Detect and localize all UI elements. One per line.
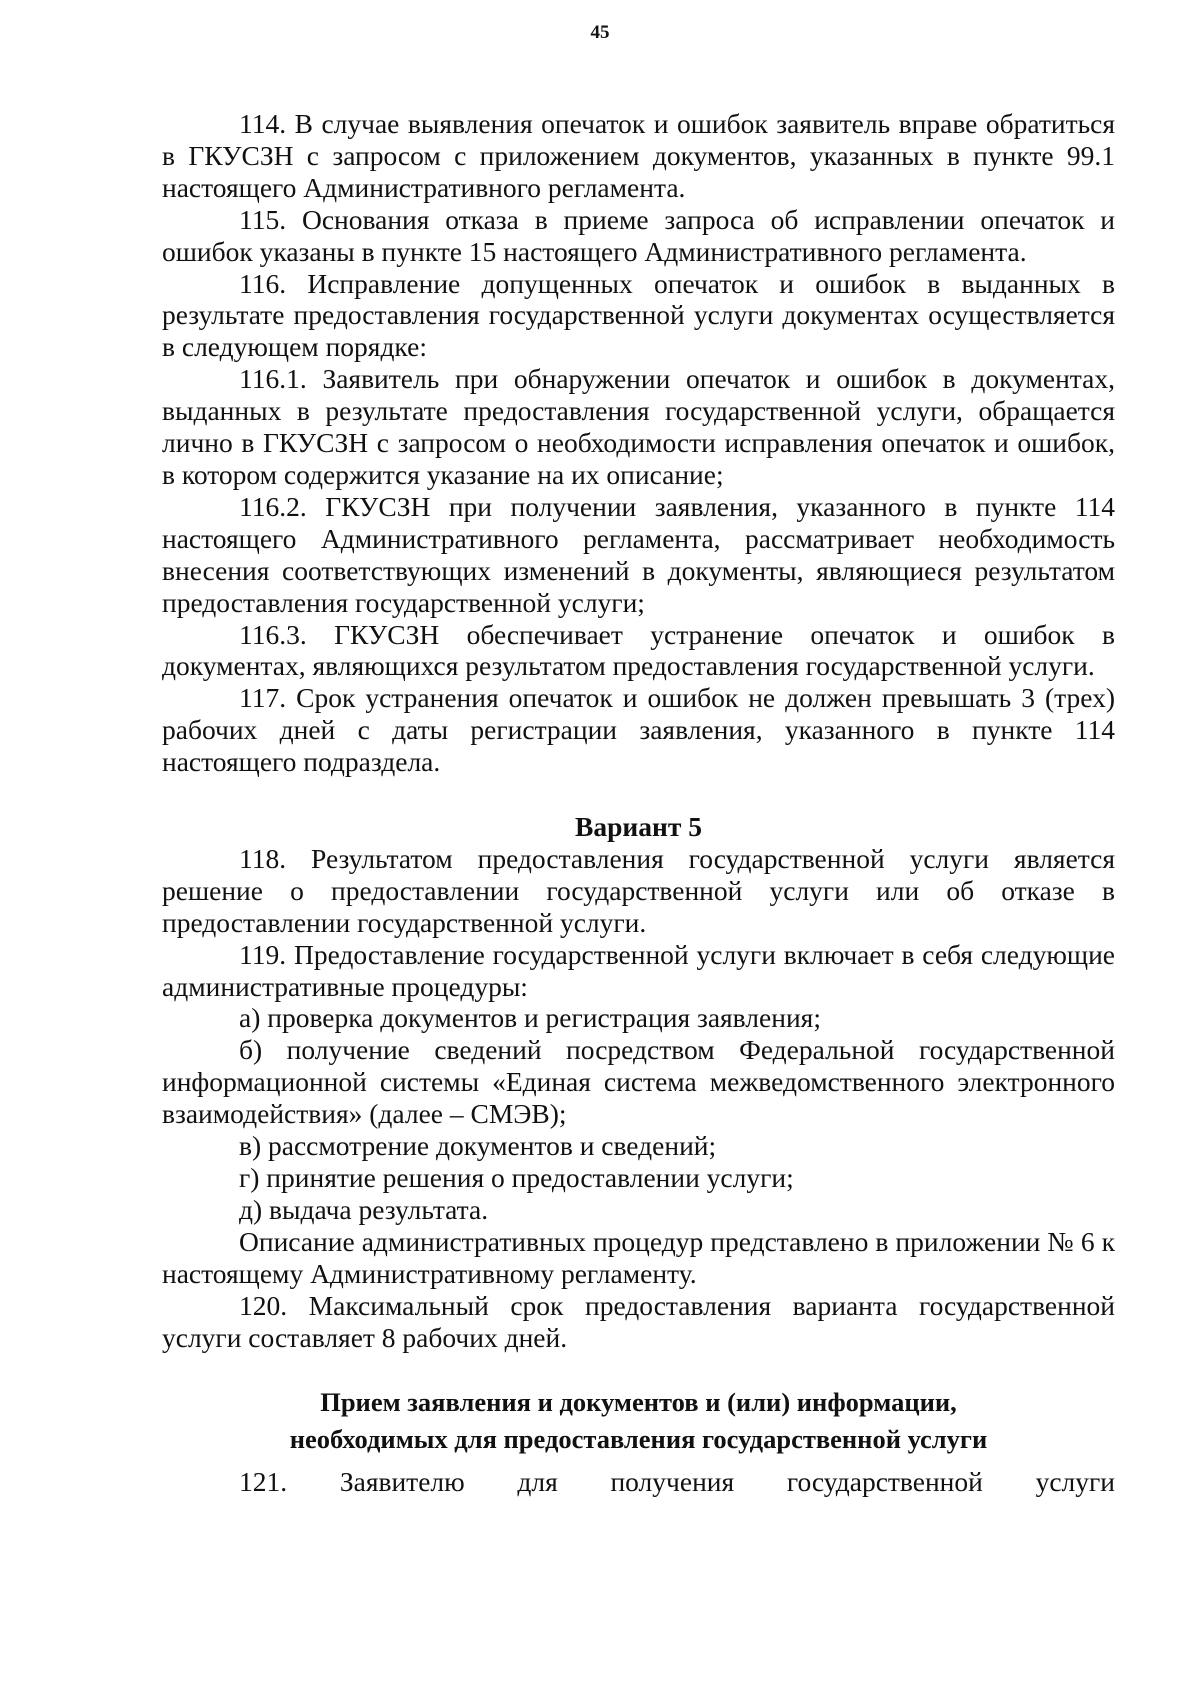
list-item-d: д) выдача результата. [239, 1193, 489, 1225]
list-item-v: в) рассмотрение документов и сведений; [239, 1130, 717, 1162]
paragraph-116: 116. Исправление допущенных опечаток и ошибок в выданных в результате предоставления государственной услуги документах осуществляется в следующем порядке: [162, 267, 1115, 363]
paragraph-119: 119. Предоставление государственной услуги включает в себя следующие административные процедуры: [162, 938, 1115, 1002]
document-body [162, 108, 1115, 1498]
list-item-g: г) принятие решения о предоставлении услуги; [239, 1162, 794, 1193]
paragraph-115: 115. Основания отказа в приеме запроса об исправлении опечаток и ошибок указаны в пункте 15 настоящего Административного регламента. [162, 203, 1115, 267]
list-item-a: а) проверка документов и регистрация заявления; [239, 1002, 821, 1034]
paragraph-121: 121. Заявителю для получения государственной услуги [239, 1466, 1115, 1498]
section-heading-line-2: необходимых для предоставления государственной услуги [289, 1424, 988, 1455]
paragraph-118: 118. Результатом предоставления государственной услуги является решение о предоставлении государственной услуги или об отказе в предоставлении государственной услуги. [162, 842, 1115, 938]
paragraph-116-2: 116.2. ГКУСЗН при получении заявления, указанного в пункте 114 настоящего Административного регламента, рассматривает необходимость внесения соответствующих изменений в документы, являющиеся результатом предоставления государственной услуги; [162, 490, 1115, 618]
procedures-description: Описание административных процедур представлено в приложении № 6 к настоящему Административному регламенту. [162, 1225, 1115, 1289]
section-heading-line-1: Прием заявления и документов и (или) информации, [320, 1387, 957, 1418]
page-number: 45 [590, 22, 610, 43]
paragraph-114: 114. В случае выявления опечаток и ошибок заявитель вправе обратиться в ГКУСЗН с запросом с приложением документов, указанных в пункте 99.1 настоящего Административного регламента. [162, 108, 1115, 203]
paragraph-120: 120. Максимальный срок предоставления варианта государственной услуги составляет 8 рабочих дней. [162, 1289, 1115, 1353]
list-item-b: б) получение сведений посредством Федеральной государственной информационной системы «Единая система межведомственного электронного взаимодействия» (далее – СМЭВ); [162, 1034, 1115, 1130]
paragraph-116-1: 116.1. Заявитель при обнаружении опечаток и ошибок в документах, выданных в результате предоставления государственной услуги, обращается лично в ГКУСЗН с запросом о необходимости исправления опечаток и ошибок, в котором содержится указание на их описание; [162, 363, 1115, 490]
paragraph-117: 117. Срок устранения опечаток и ошибок не должен превышать 3 (трех) рабочих дней с даты регистрации заявления, указанного в пункте 114 настоящего подраздела. [162, 682, 1115, 778]
variant-heading: Вариант 5 [575, 811, 702, 843]
paragraph-116-3: 116.3. ГКУСЗН обеспечивает устранение опечаток и ошибок в документах, являющихся результатом предоставления государственной услуги. [162, 618, 1115, 682]
